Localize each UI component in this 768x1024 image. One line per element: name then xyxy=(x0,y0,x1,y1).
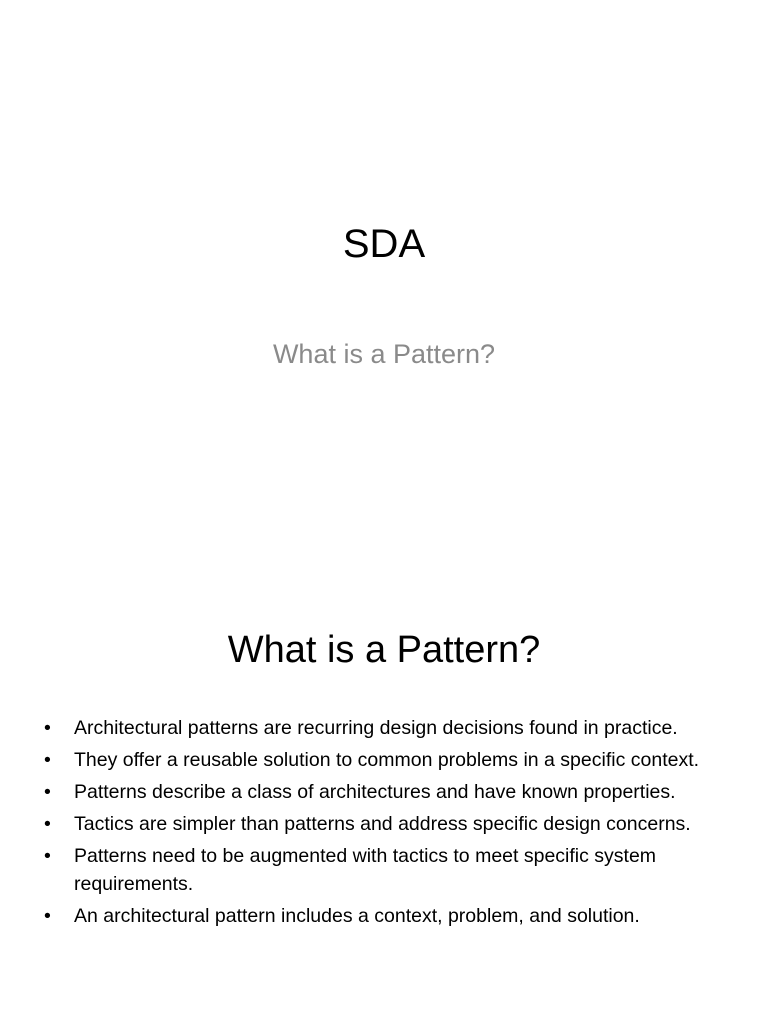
bullet-text: They offer a reusable solution to common problems in a specific context. xyxy=(74,749,700,771)
bullet-dot-icon: • xyxy=(44,845,51,867)
bullet-text: Patterns describe a class of architectures and have known properties. xyxy=(74,781,676,803)
slide-title: SDA xyxy=(342,222,426,266)
bullet-dot-icon: • xyxy=(44,813,51,835)
bullet-item xyxy=(0,842,768,898)
content-slide xyxy=(0,576,768,1024)
bullet-list xyxy=(0,714,768,934)
bullet-item xyxy=(0,714,768,742)
bullet-dot-icon: • xyxy=(44,781,51,803)
bullet-text: Patterns need to be augmented with tactics to meet specific system requirements. xyxy=(74,845,657,895)
bullet-dot-icon: • xyxy=(44,749,51,771)
bullet-item xyxy=(0,810,768,838)
content-slide-title: What is a Pattern? xyxy=(227,629,541,671)
bullet-text: An architectural pattern includes a context, problem, and solution. xyxy=(74,905,640,927)
bullet-text: Architectural patterns are recurring design decisions found in practice. xyxy=(74,717,678,739)
bullet-dot-icon: • xyxy=(44,905,51,927)
slide-subtitle: What is a Pattern? xyxy=(272,339,496,369)
bullet-dot-icon: • xyxy=(44,717,51,739)
bullet-item xyxy=(0,778,768,806)
bullet-item xyxy=(0,902,768,930)
bullet-text: Tactics are simpler than patterns and address specific design concerns. xyxy=(74,813,691,835)
bullet-item xyxy=(0,746,768,774)
